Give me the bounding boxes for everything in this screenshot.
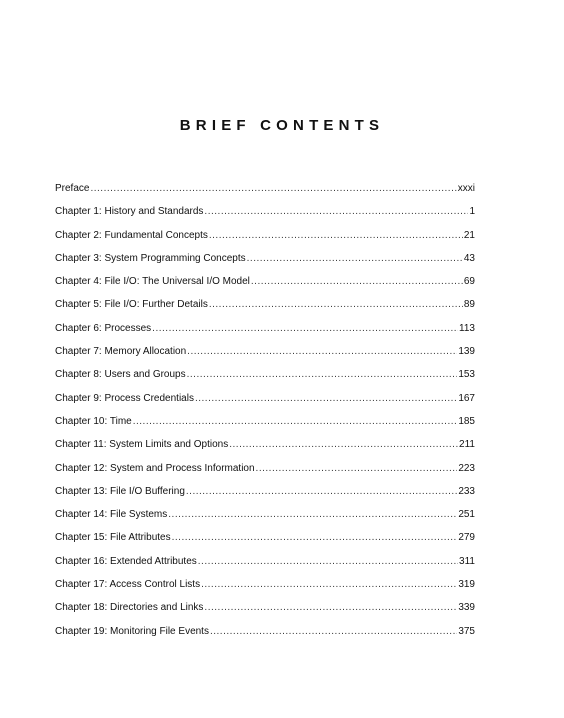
toc-dot-leader: [256, 457, 458, 480]
toc-entry: [55, 620, 475, 643]
toc-entry: [55, 573, 475, 596]
toc-entry-label: Chapter 7: Memory Allocation: [55, 346, 187, 358]
toc-dot-leader: [210, 620, 457, 643]
toc-entry-label: Chapter 8: Users and Groups: [55, 369, 186, 381]
toc-entry: [55, 596, 475, 619]
toc-entry-page: 223: [458, 462, 475, 474]
toc-entry: [55, 317, 475, 340]
page-title: BRIEF CONTENTS: [179, 117, 385, 134]
toc-dot-leader: [168, 503, 457, 526]
toc-entry-page: xxxi: [457, 183, 475, 194]
toc-entry-label: Chapter 4: File I/O: The Universal I/O Model: [55, 276, 250, 288]
toc-entry-page: 185: [458, 415, 475, 427]
toc-entry-page: 211: [459, 439, 475, 451]
toc-entry-page: 21: [463, 229, 475, 241]
toc-entry: [55, 224, 475, 247]
toc-dot-leader: [152, 317, 458, 340]
toc-entry-page: 153: [458, 369, 475, 381]
toc-entry-label: Chapter 18: Directories and Links: [55, 602, 204, 614]
toc-entry-page: 139: [458, 346, 475, 358]
toc-entry: [55, 387, 475, 410]
toc-dot-leader: [251, 270, 463, 293]
toc-entry-page: 319: [458, 579, 475, 591]
toc-entry-page: 113: [459, 322, 475, 334]
toc-dot-leader: [187, 340, 457, 363]
toc-dot-leader: [172, 526, 458, 549]
toc-dot-leader: [229, 433, 458, 456]
toc-entry-label: Chapter 13: File I/O Buffering: [55, 485, 185, 497]
toc-entry-label: Chapter 16: Extended Attributes: [55, 555, 197, 567]
toc-entry-page: 69: [463, 276, 475, 288]
toc-entry-label: Chapter 14: File Systems: [55, 509, 168, 521]
toc-entry-label: Chapter 6: Processes: [55, 322, 152, 334]
toc-dot-leader: [209, 293, 463, 316]
toc-entry-page: 339: [458, 602, 475, 614]
toc-entry-label: Chapter 10: Time: [55, 415, 132, 427]
toc-entry: [55, 503, 475, 526]
toc-entry: [55, 410, 475, 433]
toc-dot-leader: [133, 410, 458, 433]
toc-entry-page: 43: [463, 252, 475, 264]
toc-entry-page: 311: [459, 555, 475, 567]
toc-entry-page: 375: [458, 625, 475, 637]
toc-entry-label: Chapter 17: Access Control Lists: [55, 579, 201, 591]
toc-dot-leader: [187, 363, 458, 386]
toc-entry: [55, 340, 475, 363]
toc-entry: [55, 247, 475, 270]
toc-entry-page: 279: [458, 532, 475, 544]
toc-entry-label: Preface: [55, 183, 90, 194]
toc-entry-page: 233: [458, 485, 475, 497]
toc-entry-page: 1: [469, 206, 475, 218]
toc-entry: [55, 177, 475, 200]
toc-entry-label: Chapter 2: Fundamental Concepts: [55, 229, 208, 241]
toc-dot-leader: [186, 480, 457, 503]
toc-dot-leader: [204, 596, 457, 619]
toc-dot-leader: [209, 224, 463, 247]
toc-entry: [55, 433, 475, 456]
toc-entry-page: 251: [458, 509, 475, 521]
toc-entry: [55, 270, 475, 293]
toc-entry: [55, 550, 475, 573]
toc-entry: [55, 457, 475, 480]
toc-entry-label: Chapter 5: File I/O: Further Details: [55, 299, 208, 311]
toc-entry: [55, 363, 475, 386]
toc-entry-label: Chapter 11: System Limits and Options: [55, 439, 229, 451]
toc-entry-label: Chapter 9: Process Credentials: [55, 392, 194, 404]
toc-dot-leader: [90, 177, 456, 200]
toc-entry: [55, 293, 475, 316]
toc-dot-leader: [195, 387, 457, 410]
toc-dot-leader: [204, 200, 468, 223]
toc-entry: [55, 526, 475, 549]
table-of-contents: [55, 177, 475, 643]
toc-entry-label: Chapter 3: System Programming Concepts: [55, 252, 246, 264]
toc-dot-leader: [247, 247, 463, 270]
toc-entry-page: 167: [458, 392, 475, 404]
toc-entry-label: Chapter 1: History and Standards: [55, 206, 204, 218]
toc-entry-label: Chapter 19: Monitoring File Events: [55, 625, 209, 637]
toc-entry-page: 89: [463, 299, 475, 311]
toc-dot-leader: [198, 550, 458, 573]
toc-dot-leader: [201, 573, 457, 596]
toc-entry-label: Chapter 12: System and Process Information: [55, 462, 255, 474]
toc-entry-label: Chapter 15: File Attributes: [55, 532, 171, 544]
toc-entry: [55, 200, 475, 223]
toc-entry: [55, 480, 475, 503]
